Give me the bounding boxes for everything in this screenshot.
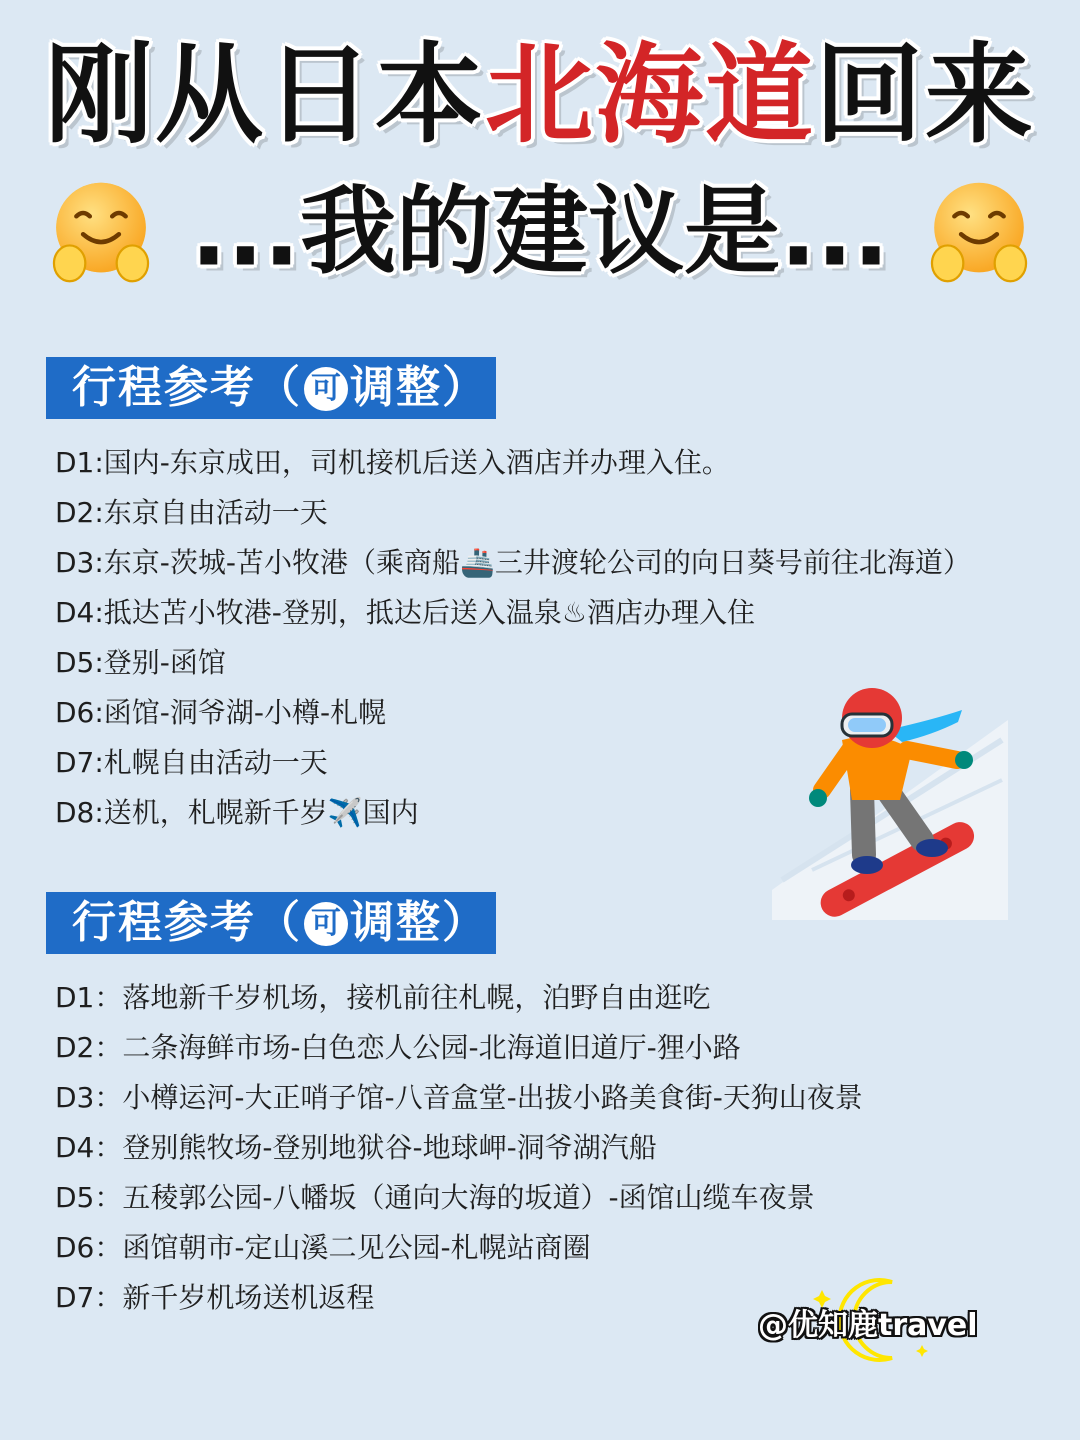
section-header-text: 行程参考（ (72, 362, 302, 413)
list-item: D7:札幌自由活动一天 (55, 746, 328, 779)
title-part-1: 刚从日本 (44, 33, 485, 158)
list-item: D5:登别-函馆 (55, 646, 226, 679)
list-item: D1：落地新千岁机场，接机前往札幌，泊野自由逛吃 (55, 981, 711, 1014)
list-item: D8:送机，札幌新千岁✈️国内 (55, 796, 419, 829)
list-item: D3：小樽运河-大正哨子馆-八音盒堂-出拔小路美食街-天狗山夜景 (55, 1081, 863, 1114)
subtitle-text: ...我的建议是... (190, 175, 890, 288)
list-item: D6:函馆-洞爷湖-小樽-札幌 (55, 696, 387, 729)
title-part-2: 回来 (815, 33, 1036, 158)
list-item: D4：登别熊牧场-登别地狱谷-地球岬-洞爷湖汽船 (55, 1131, 657, 1164)
list-item: D1:国内-东京成田，司机接机后送入酒店并办理入住。 (55, 446, 730, 479)
section-header-1 (46, 357, 496, 419)
circled-char: 可 (304, 367, 348, 411)
circled-char: 可 (304, 902, 348, 946)
list-item: D2：二条海鲜市场-白色恋人公园-北海道旧道厅-狸小路 (55, 1031, 741, 1064)
list-item: D3:东京-茨城-苫小牧港（乘商船🚢三井渡轮公司的向日葵号前往北海道） (55, 546, 971, 579)
hugging-face-icon (923, 176, 1035, 288)
section-header-text: 行程参考（ (72, 897, 302, 948)
page-subtitle (0, 175, 1080, 294)
hugging-face-icon (45, 176, 157, 288)
list-item: D7：新千岁机场送机返程 (55, 1281, 375, 1314)
snowboarder-icon (772, 680, 1008, 920)
page-title (0, 33, 1080, 158)
section-header-text: 调整） (350, 362, 488, 413)
list-item: D5：五稜郭公园-八幡坂（通向大海的坂道）-函馆山缆车夜景 (55, 1181, 815, 1214)
list-item: D2:东京自由活动一天 (55, 496, 328, 529)
list-item: D6：函馆朝市-定山溪二见公园-札幌站商圈 (55, 1231, 591, 1264)
itinerary-list-2 (55, 973, 863, 1323)
section-header-text: 调整） (350, 897, 488, 948)
title-highlight: 北海道 (484, 33, 815, 158)
section-header-2 (46, 892, 496, 954)
list-item: D4:抵达苫小牧港-登别，抵达后送入温泉♨酒店办理入住 (55, 596, 756, 629)
watermark: @优知鹿travel (758, 1308, 978, 1343)
